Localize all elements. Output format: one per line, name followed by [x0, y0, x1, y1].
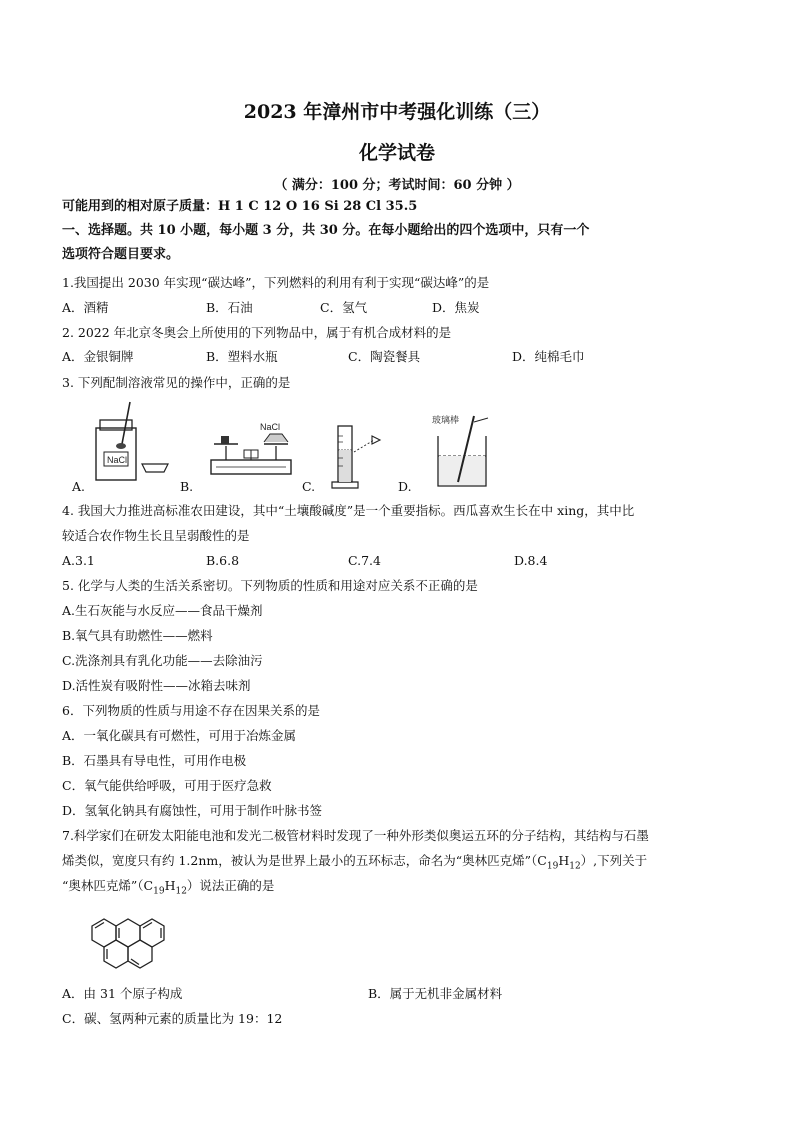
q6-option-a: A．一氧化碳具有可燃性，可用于冶炼金属 — [62, 728, 297, 743]
q1-stem: 1.我国提出 2030 年实现“碳达峰”，下列燃料的利用有利于实现“碳达峰”的是 — [62, 275, 490, 290]
q2-option-b: B．塑料水瓶 — [206, 349, 278, 364]
q6-option-d: D．氢氧化钠具有腐蚀性，可用于制作叶脉书签 — [62, 803, 323, 818]
exam-info: （ 满分：100 分；考试时间：60 分钟 ） — [274, 178, 520, 193]
q3-label-a: A. — [72, 479, 86, 494]
q3-label-d: D. — [398, 479, 412, 494]
section1-heading-line1: 一、选择题。共 10 小题，每小题 3 分，共 30 分。在每小题给出的四个选项中，只有一个 — [62, 223, 590, 238]
q7-option-a: A．由 31 个原子构成 — [62, 986, 183, 1001]
q4-option-c: C.7.4 — [348, 553, 381, 568]
q5-option-b: B.氧气具有助燃性——燃料 — [62, 628, 213, 643]
q1-option-c: C．氢气 — [320, 300, 368, 315]
exam-subject: 化学试卷 — [358, 142, 435, 164]
q1-option-a: A．酒精 — [62, 300, 109, 315]
q5-option-d: D.活性炭有吸附性——冰箱去味剂 — [62, 678, 251, 693]
q1-option-b: B．石油 — [206, 300, 253, 315]
q7-option-b: B．属于无机非金属材料 — [368, 986, 503, 1001]
q1-option-d: D．焦炭 — [432, 300, 480, 315]
q3-label-c: C. — [302, 479, 316, 494]
q3-stem: 3. 下列配制溶液常见的操作中，正确的是 — [62, 375, 291, 390]
q5-option-c: C.洗涤剂具有乳化功能——去除油污 — [62, 653, 263, 668]
atomic-masses: 可能用到的相对原子质量：H 1 C 12 O 16 Si 28 Cl 35.5 — [62, 199, 418, 214]
q3-label-b: B. — [180, 479, 194, 494]
q3-figure-c-cylinder — [328, 420, 388, 490]
q4-option-b: B.6.8 — [206, 553, 240, 568]
q5-option-a: A.生石灰能与水反应——食品干燥剂 — [62, 603, 263, 618]
q7-option-c: C．碳、氢两种元素的质量比为 19：12 — [62, 1011, 283, 1026]
q4-stem-line1: 4. 我国大力推进高标准农田建设，其中“土壤酸碱度”是一个重要指标。西瓜喜欢生长在中 xing，其中比 — [62, 503, 635, 518]
q3-figure-a-reagent-bottle — [66, 398, 176, 490]
q2-stem: 2. 2022 年北京冬奥会上所使用的下列物品中，属于有机合成材料的是 — [62, 325, 452, 340]
q5-stem: 5. 化学与人类的生活关系密切。下列物质的性质和用途对应关系不正确的是 — [62, 578, 478, 593]
q3-rod-label: 玻璃棒 — [432, 416, 460, 426]
q4-stem-line2: 较适合农作物生长且呈弱酸性的是 — [62, 528, 250, 543]
q3-figure-b-balance — [206, 420, 296, 488]
q3-nacl-balance-label: NaCl — [260, 422, 281, 432]
q7-stem-line1: 7.科学家们在研发太阳能电池和发光二极管材料时发现了一种外形类似奥运五环的分子结构，其结构与石墨 — [62, 828, 649, 843]
q7-stem-line2: 烯类似，宽度只有约 1.2nm，被认为是世界上最小的五环标志，命名为“奥林匹克烯$”(C_{19}H_{12})$,下列关于 — [62, 853, 648, 872]
q2-option-a: A．金银铜牌 — [62, 349, 134, 364]
exam-title: 2023 年漳州市中考强化训练（三） — [243, 101, 551, 123]
q6-option-b: B．石墨具有导电性，可用作电极 — [62, 753, 247, 768]
q7-stem-line3: “奥林匹克烯$”(C_{19}H_{12})$说法正确的是 — [62, 878, 275, 897]
q4-option-d: D.8.4 — [514, 553, 548, 568]
q6-stem: 6．下列物质的性质与用途不存在因果关系的是 — [62, 703, 320, 718]
q6-option-c: C．氧气能供给呼吸，可用于医疗急救 — [62, 778, 272, 793]
section1-heading-line2: 选项符合题目要求。 — [62, 247, 180, 262]
q4-option-a: A.3.1 — [62, 553, 95, 568]
q3-figure-d-beaker — [430, 412, 500, 490]
q3-nacl-bottle-label: NaCl — [107, 455, 128, 465]
q7-olympicene-structure — [80, 912, 180, 974]
q2-option-d: D．纯棉毛巾 — [512, 349, 585, 364]
q2-option-c: C．陶瓷餐具 — [348, 349, 421, 364]
